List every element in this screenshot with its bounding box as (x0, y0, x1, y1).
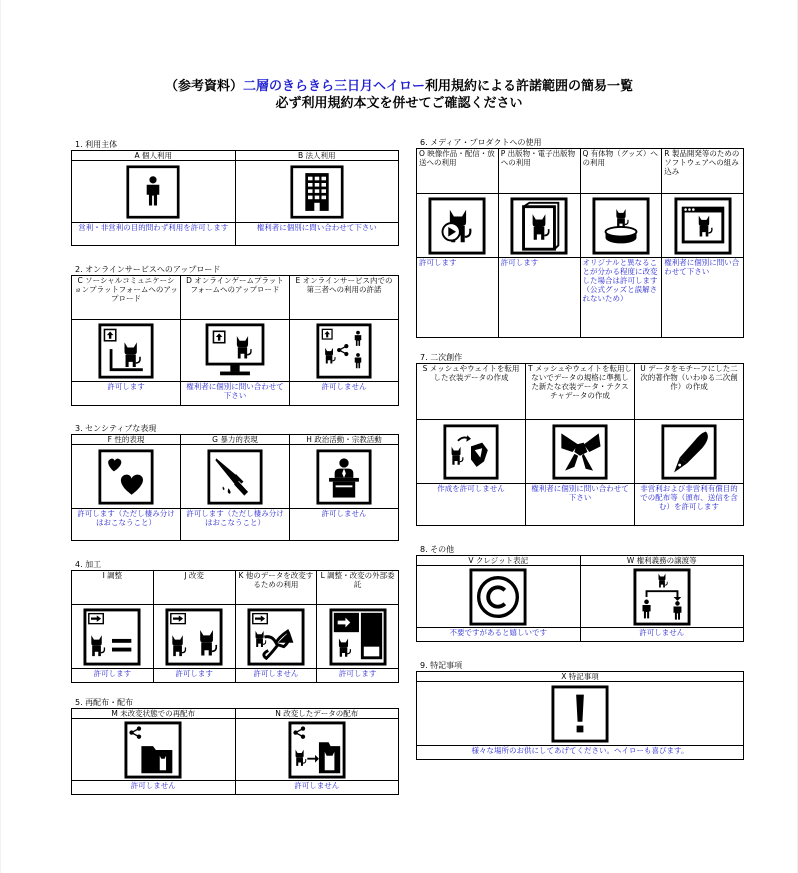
item-label-w: W 権利義務の譲渡等 (580, 556, 744, 566)
monitor-cat-icon (181, 320, 290, 382)
knife-icon (181, 445, 290, 509)
section-4-processing (71, 559, 399, 683)
item-label-n: N 改変したデータの配布 (235, 709, 399, 719)
section-title: 2. オンラインサービスへのアップロード (75, 265, 221, 274)
item-label-m: M 未改変状態での再配布 (72, 709, 236, 719)
item-label-k: K 他のデータを改変するための利用 (235, 571, 317, 605)
modify-icon (153, 605, 235, 669)
adjust-icon (72, 605, 154, 669)
status-b: 権利者に個別に問い合わせて下さい (235, 223, 399, 246)
section-title: 8. その他 (420, 545, 455, 554)
status-t: 権利者に個別に問い合わせて下さい (526, 484, 635, 526)
section-title: 6. メディア・プロダクトへの使用 (420, 138, 542, 147)
item-label-l: L 調整・改変の外部委託 (317, 571, 399, 605)
status-u: 非営利および非営利有償目的での配布等（頒布、送信を含む）を許可します (635, 484, 744, 526)
item-label-j: J 改変 (153, 571, 235, 605)
status-j: 許可します (153, 669, 235, 683)
pen-icon (635, 420, 744, 484)
document-title (1, 78, 797, 112)
item-label-h: H 政治活動・宗教活動 (290, 435, 399, 445)
section-7-derivative (416, 352, 744, 526)
section-3-sensitive (71, 423, 399, 541)
item-label-b: B 法人利用 (235, 151, 399, 161)
item-label-o: O 映像作品・配信・放送への利用 (417, 149, 499, 194)
status-k: 許可しません (235, 669, 317, 683)
item-label-f: F 性的表現 (72, 435, 181, 445)
title-prefix: （参考資料） (164, 79, 243, 94)
item-label-t: T メッシュやウェイトを転用しないでデータの規格に準拠した新たな衣装データ・テクスチャデータの作成 (526, 364, 635, 420)
status-i: 許可します (72, 669, 154, 683)
status-r: 権利者に個別に問い合わせて下さい (662, 258, 744, 338)
item-label-c: C ソーシャルコミュニケーションプラットフォームへのアップロード (72, 276, 181, 320)
section-9-notes (416, 660, 744, 760)
software-cat-icon (662, 194, 744, 258)
outsource-icon (317, 605, 399, 669)
item-label-q: Q 有体物（グッズ）への利用 (580, 149, 662, 194)
item-label-a: A 個人利用 (72, 151, 236, 161)
item-label-g: G 暴力的表現 (181, 435, 290, 445)
section-title: 4. 加工 (75, 560, 102, 569)
status-h: 許可しません (290, 509, 399, 541)
status-o: 許可します (417, 258, 499, 338)
transfer-people-icon (580, 566, 744, 628)
exclamation-icon (417, 682, 744, 746)
title-product-name: 二層のきらきら三日月ヘイロー (242, 79, 425, 94)
video-cat-icon (417, 194, 499, 258)
book-cat-icon (498, 194, 580, 258)
item-label-s: S メッシュやウェイトを転用した衣装データの作成 (417, 364, 526, 420)
share-people-icon (290, 320, 399, 382)
goods-cat-icon (580, 194, 662, 258)
hearts-icon (72, 445, 181, 509)
mesh-transfer-icon (417, 420, 526, 484)
item-label-p: P 出版物・電子出版物への利用 (498, 149, 580, 194)
bow-cat-icon (235, 605, 317, 669)
status-c: 許可します (72, 382, 181, 406)
podium-icon (290, 445, 399, 509)
section-1-user (71, 139, 399, 246)
status-w: 許可しません (580, 628, 744, 642)
item-label-u: U データをモチーフにした二次的著作物（いわゆる二次創作）の作成 (635, 364, 744, 420)
item-label-d: D オンラインゲームプラットフォームへのアップロード (181, 276, 290, 320)
title-notice: 必ず利用規約本文を併せてご確認ください (275, 96, 523, 111)
item-label-r: R 製品開発等のためのソフトウェアへの組み込み (662, 149, 744, 194)
upload-cat-icon (72, 320, 181, 382)
status-g: 許可します（ただし棲み分けはおこなうこと） (181, 509, 290, 541)
status-p: 許可します (498, 258, 580, 338)
status-f: 許可します（ただし棲み分けはおこなうこと） (72, 509, 181, 541)
section-6-media (416, 137, 744, 338)
status-x: 様々な場所のお供にしてあげてください。ヘイローも喜びます。 (417, 746, 744, 760)
section-title: 3. センシティブな表現 (75, 424, 157, 433)
person-icon (72, 161, 236, 223)
item-label-i: I 調整 (72, 571, 154, 605)
status-n: 許可しません (235, 781, 399, 795)
section-title: 9. 特記事項 (420, 661, 463, 670)
status-v: 不要ですがあると嬉しいです (417, 628, 581, 642)
status-q: オリジナルと異なることが分かる程度に改変した場合は許可します（公式グッズと誤解されないため） (580, 258, 662, 338)
copyright-icon (417, 566, 581, 628)
section-2-upload (71, 264, 399, 406)
section-5-redistribution (71, 697, 399, 795)
title-suffix: 利用規約による許諾範囲の簡易一覧 (425, 79, 634, 94)
status-l: 許可します (317, 669, 399, 683)
status-d: 権利者に個別に問い合わせて下さい (181, 382, 290, 406)
section-title: 5. 再配布・配布 (75, 698, 134, 707)
section-8-other (416, 544, 744, 642)
document-page (1, 0, 797, 873)
status-a: 営利・非営利の目的問わず利用を許可します (72, 223, 236, 246)
status-e: 許可しません (290, 382, 399, 406)
bow-icon (526, 420, 635, 484)
item-label-x: X 特記事項 (417, 672, 744, 682)
building-icon (235, 161, 399, 223)
folder-modified-share-icon (235, 719, 399, 781)
folder-share-icon (72, 719, 236, 781)
status-s: 作成を許可しません (417, 484, 526, 526)
item-label-e: E オンラインサービス内での第三者への利用の許諾 (290, 276, 399, 320)
status-m: 許可しません (72, 781, 236, 795)
section-title: 7. 二次創作 (420, 353, 463, 362)
item-label-v: V クレジット表記 (417, 556, 581, 566)
section-title: 1. 利用主体 (75, 140, 118, 149)
